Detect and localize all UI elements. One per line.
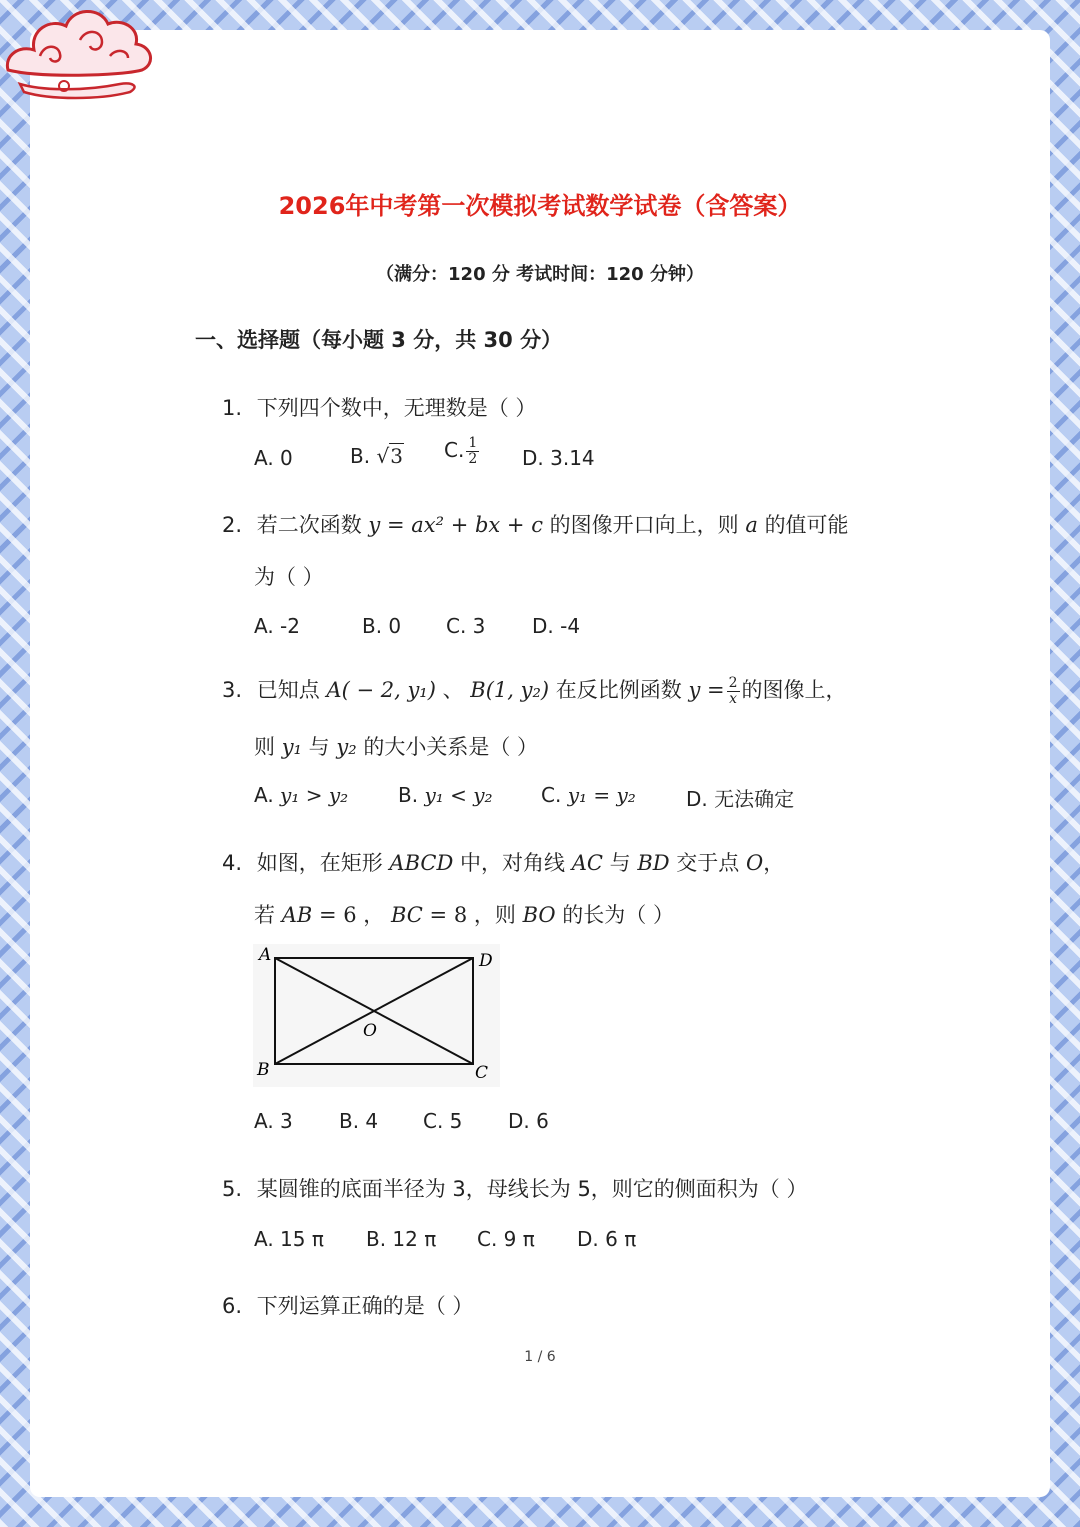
- point-a: A( − 2, y₁): [326, 678, 436, 702]
- option-4a: A. 3: [254, 1109, 293, 1133]
- math-symbol: AC: [571, 851, 603, 875]
- stem-text: 中，对角线: [460, 851, 566, 875]
- fraction-denominator: 2: [468, 451, 478, 467]
- option-4d: D. 6: [508, 1109, 549, 1133]
- stem-text: 若: [254, 903, 275, 927]
- stem-text: 的长为（ ）: [562, 903, 674, 927]
- question-number: 2.: [222, 513, 243, 537]
- question-3-line2: [254, 731, 538, 761]
- option-2c: C. 3: [446, 614, 486, 638]
- option-expression: y₁ > y₂: [280, 783, 349, 807]
- stem-text: 交于点: [676, 851, 740, 875]
- stem-text: 的图像上，: [741, 678, 847, 702]
- stem-text: 与: [308, 735, 330, 759]
- paper-sheet: [30, 30, 1050, 1497]
- page-number: 1 / 6: [524, 1349, 556, 1365]
- option-label: B.: [350, 444, 371, 468]
- option-label: A.: [254, 783, 274, 807]
- option-expression: y₁ < y₂: [424, 783, 493, 807]
- separator: 、: [442, 678, 464, 702]
- question-number: 4.: [222, 851, 243, 875]
- exam-subtitle: （满分：120 分 考试时间：120 分钟）: [376, 264, 704, 285]
- option-3b: [398, 783, 493, 807]
- question-3: [222, 674, 847, 707]
- question-4-line2: [254, 899, 674, 929]
- option-2b: B. 0: [362, 614, 402, 638]
- question-stem: 下列四个数中，无理数是（ ）: [256, 396, 537, 420]
- option-4b: B. 4: [339, 1109, 379, 1133]
- stem-text: 若二次函数: [256, 513, 362, 537]
- vertex-label-d: D: [479, 951, 493, 971]
- center-label-o: O: [363, 1021, 377, 1041]
- math-symbol: BO: [522, 903, 556, 927]
- question-number: 5.: [222, 1177, 243, 1201]
- option-expression: y₁ = y₂: [567, 783, 636, 807]
- option-label: C.: [444, 438, 465, 462]
- fraction-numerator: 1: [468, 435, 478, 451]
- question-5: [222, 1173, 807, 1203]
- stem-text: 已知点: [256, 678, 320, 702]
- function-lhs: y =: [688, 678, 725, 702]
- math-symbol: BC: [390, 903, 423, 927]
- math-symbol: BD: [637, 851, 670, 875]
- question-stem: 下列运算正确的是（ ）: [256, 1294, 474, 1318]
- stem-text: ，: [763, 851, 785, 875]
- vertex-label-b: B: [257, 1060, 270, 1080]
- option-5a: A. 15 π: [254, 1227, 324, 1251]
- stem-text: 在反比例函数: [555, 678, 682, 702]
- question-2: [222, 509, 849, 539]
- vertex-label-a: A: [259, 945, 272, 965]
- math-value: = 6: [312, 903, 357, 927]
- option-5d: D. 6 π: [577, 1227, 637, 1251]
- exam-title: 2026年中考第一次模拟考试数学试卷（含答案）: [278, 192, 802, 220]
- question-6: [222, 1290, 473, 1320]
- stem-text: 如图，在矩形: [256, 851, 383, 875]
- section-heading: 一、选择题（每小题 3 分，共 30 分）: [195, 328, 563, 352]
- math-symbol: O: [745, 851, 764, 875]
- question-1: [222, 392, 536, 422]
- stem-text: ，则: [473, 903, 516, 927]
- option-2a: A. -2: [254, 614, 300, 638]
- question-stem: 某圆锥的底面半径为 3，母线长为 5，则它的侧面积为（ ）: [256, 1177, 808, 1201]
- option-1a: A. 0: [254, 446, 293, 470]
- vertex-label-c: C: [475, 1063, 489, 1083]
- option-5c: C. 9 π: [477, 1227, 535, 1251]
- variable-y2: y₂: [336, 735, 357, 759]
- option-4c: C. 5: [423, 1109, 463, 1133]
- math-symbol: AB: [281, 903, 313, 927]
- stem-text: 的值可能: [764, 513, 849, 537]
- option-3d: D. 无法确定: [686, 787, 795, 811]
- option-label: C.: [541, 783, 562, 807]
- stem-text: ，: [363, 903, 385, 927]
- rectangle-figure: [253, 944, 500, 1087]
- fraction-denominator: x: [729, 690, 738, 707]
- sqrt-expression: √3: [376, 444, 403, 468]
- question-number: 3.: [222, 678, 243, 702]
- math-value: = 8: [422, 903, 468, 927]
- question-number: 1.: [222, 396, 243, 420]
- stem-text: 的图像开口向上，则: [549, 513, 739, 537]
- option-1c: [444, 436, 481, 467]
- stem-variable: a: [745, 513, 758, 537]
- option-1d: D. 3.14: [522, 446, 595, 470]
- cloud-ornament-icon: [0, 0, 160, 110]
- fraction: [466, 436, 479, 467]
- option-1b: [350, 444, 404, 468]
- stem-formula: y = ax² + bx + c: [368, 513, 543, 537]
- fraction-numerator: 2: [728, 674, 738, 691]
- stem-text: 则: [254, 735, 275, 759]
- question-number: 6.: [222, 1294, 243, 1318]
- point-b: B(1, y₂): [470, 678, 550, 702]
- option-5b: B. 12 π: [366, 1227, 437, 1251]
- question-2-line2: 为（ ）: [254, 565, 324, 589]
- fraction: [727, 676, 740, 707]
- radicand: 3: [390, 444, 403, 468]
- stem-text: 的大小关系是（ ）: [363, 735, 539, 759]
- option-3c: [541, 783, 636, 807]
- stem-text: 与: [609, 851, 631, 875]
- math-symbol: ABCD: [389, 851, 454, 875]
- option-2d: D. -4: [532, 614, 581, 638]
- option-label: B.: [398, 783, 419, 807]
- variable-y1: y₁: [281, 735, 302, 759]
- question-4: [222, 847, 784, 877]
- option-3a: [254, 783, 348, 807]
